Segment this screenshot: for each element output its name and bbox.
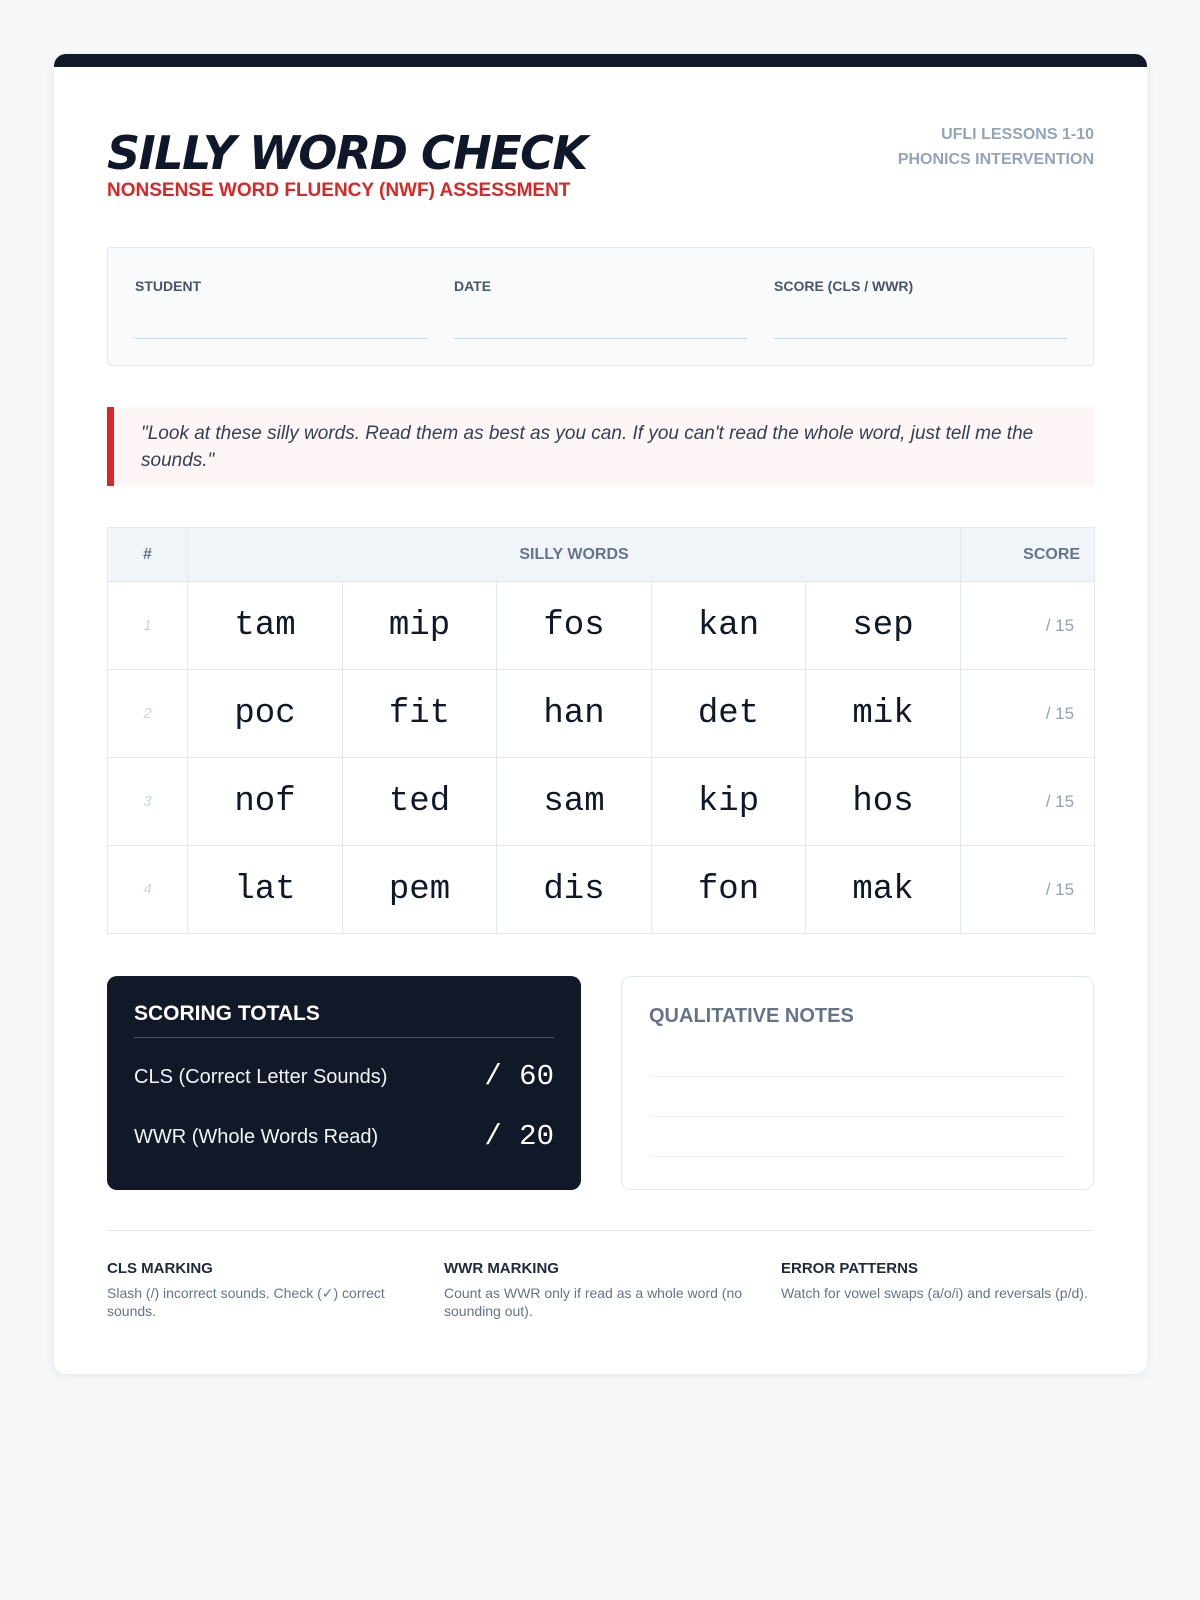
page-subtitle: NONSENSE WORD FLUENCY (NWF) ASSESSMENT — [107, 180, 571, 201]
card-top-bar — [54, 54, 1147, 67]
silly-word-cell[interactable]: dis — [497, 846, 652, 934]
row-score-cell[interactable]: / 15 — [961, 670, 1095, 758]
score-line[interactable] — [774, 338, 1067, 339]
totals-divider — [134, 1037, 554, 1038]
cls-total-row — [134, 1058, 554, 1098]
silly-word-cell[interactable]: fon — [652, 846, 806, 934]
silly-word-cell[interactable]: fit — [343, 670, 497, 758]
silly-word-cell[interactable]: det — [652, 670, 806, 758]
score-label: SCORE (CLS / WWR) — [774, 278, 914, 294]
silly-word-cell[interactable]: ted — [343, 758, 497, 846]
cls-label: CLS (Correct Letter Sounds) — [134, 1066, 388, 1088]
row-score-cell[interactable]: / 15 — [961, 758, 1095, 846]
silly-word-cell[interactable]: hos — [806, 758, 961, 846]
meta-program: PHONICS INTERVENTION — [897, 151, 1094, 168]
silly-word-cell[interactable]: kip — [652, 758, 806, 846]
legend-title: ERROR PATTERNS — [781, 1260, 918, 1277]
table-row — [108, 758, 1095, 846]
silly-word-cell[interactable]: mip — [343, 582, 497, 670]
silly-word-cell[interactable]: lat — [188, 846, 343, 934]
row-score-cell[interactable]: / 15 — [961, 846, 1095, 934]
silly-word-cell[interactable]: sam — [497, 758, 652, 846]
silly-word-cell[interactable]: tam — [188, 582, 343, 670]
qualitative-notes-panel[interactable] — [621, 976, 1094, 1190]
meta-lessons: UFLI LESSONS 1-10 — [941, 126, 1094, 143]
legend-wwr-marking — [444, 1260, 759, 1320]
row-number: 1 — [108, 582, 188, 670]
header-num: # — [108, 528, 188, 582]
silly-word-cell[interactable]: han — [497, 670, 652, 758]
legend-cls-marking — [107, 1260, 422, 1320]
notes-line[interactable] — [649, 1116, 1066, 1117]
row-score-cell[interactable]: / 15 — [961, 582, 1095, 670]
legend-error-patterns — [781, 1260, 1096, 1302]
legend-title: WWR MARKING — [444, 1260, 559, 1277]
scoring-totals-panel — [107, 976, 581, 1190]
student-label: STUDENT — [135, 278, 202, 294]
date-line[interactable] — [454, 338, 747, 339]
silly-word-cell[interactable]: mak — [806, 846, 961, 934]
page-title: SILLY WORD CHECK — [107, 126, 587, 180]
silly-word-cell[interactable]: mik — [806, 670, 961, 758]
table-row — [108, 670, 1095, 758]
wwr-value: / 20 — [484, 1120, 554, 1153]
cls-value: / 60 — [484, 1060, 554, 1093]
row-number: 2 — [108, 670, 188, 758]
score-field[interactable] — [774, 248, 1067, 367]
notes-line[interactable] — [649, 1076, 1066, 1077]
silly-word-cell[interactable]: sep — [806, 582, 961, 670]
wwr-total-row — [134, 1118, 554, 1158]
legend-text: Count as WWR only if read as a whole word (no sounding out). — [444, 1285, 743, 1319]
legend-title: CLS MARKING — [107, 1260, 213, 1277]
header-score: SCORE — [961, 528, 1095, 582]
row-number: 3 — [108, 758, 188, 846]
wwr-label: WWR (Whole Words Read) — [134, 1126, 379, 1148]
table-row — [108, 846, 1095, 934]
silly-word-cell[interactable]: fos — [497, 582, 652, 670]
student-field[interactable] — [135, 248, 428, 367]
footer-divider — [107, 1230, 1094, 1231]
notes-line[interactable] — [649, 1156, 1066, 1157]
instruction-callout — [107, 407, 1094, 486]
silly-word-cell[interactable]: poc — [188, 670, 343, 758]
notes-title: QUALITATIVE NOTES — [649, 1005, 854, 1027]
row-number: 4 — [108, 846, 188, 934]
table-header-row — [108, 528, 1095, 582]
student-line[interactable] — [135, 338, 428, 339]
header-words: SILLY WORDS — [188, 528, 961, 582]
instruction-text: "Look at these silly words. Read them as best as you can. If you can't read the whole word, just tell me the sounds." — [141, 423, 1034, 471]
assessment-card — [54, 54, 1147, 1374]
silly-word-cell[interactable]: pem — [343, 846, 497, 934]
header-meta — [898, 122, 1094, 172]
totals-title: SCORING TOTALS — [134, 1002, 320, 1025]
date-label: DATE — [454, 278, 492, 294]
table-row — [108, 582, 1095, 670]
legend-text: Slash (/) incorrect sounds. Check (✓) correct sounds. — [107, 1285, 385, 1319]
student-info-panel — [107, 247, 1094, 366]
date-field[interactable] — [454, 248, 747, 367]
legend-text: Watch for vowel swaps (a/o/i) and reversals (p/d). — [781, 1285, 1088, 1301]
silly-words-table — [107, 527, 1095, 934]
silly-word-cell[interactable]: nof — [188, 758, 343, 846]
silly-word-cell[interactable]: kan — [652, 582, 806, 670]
